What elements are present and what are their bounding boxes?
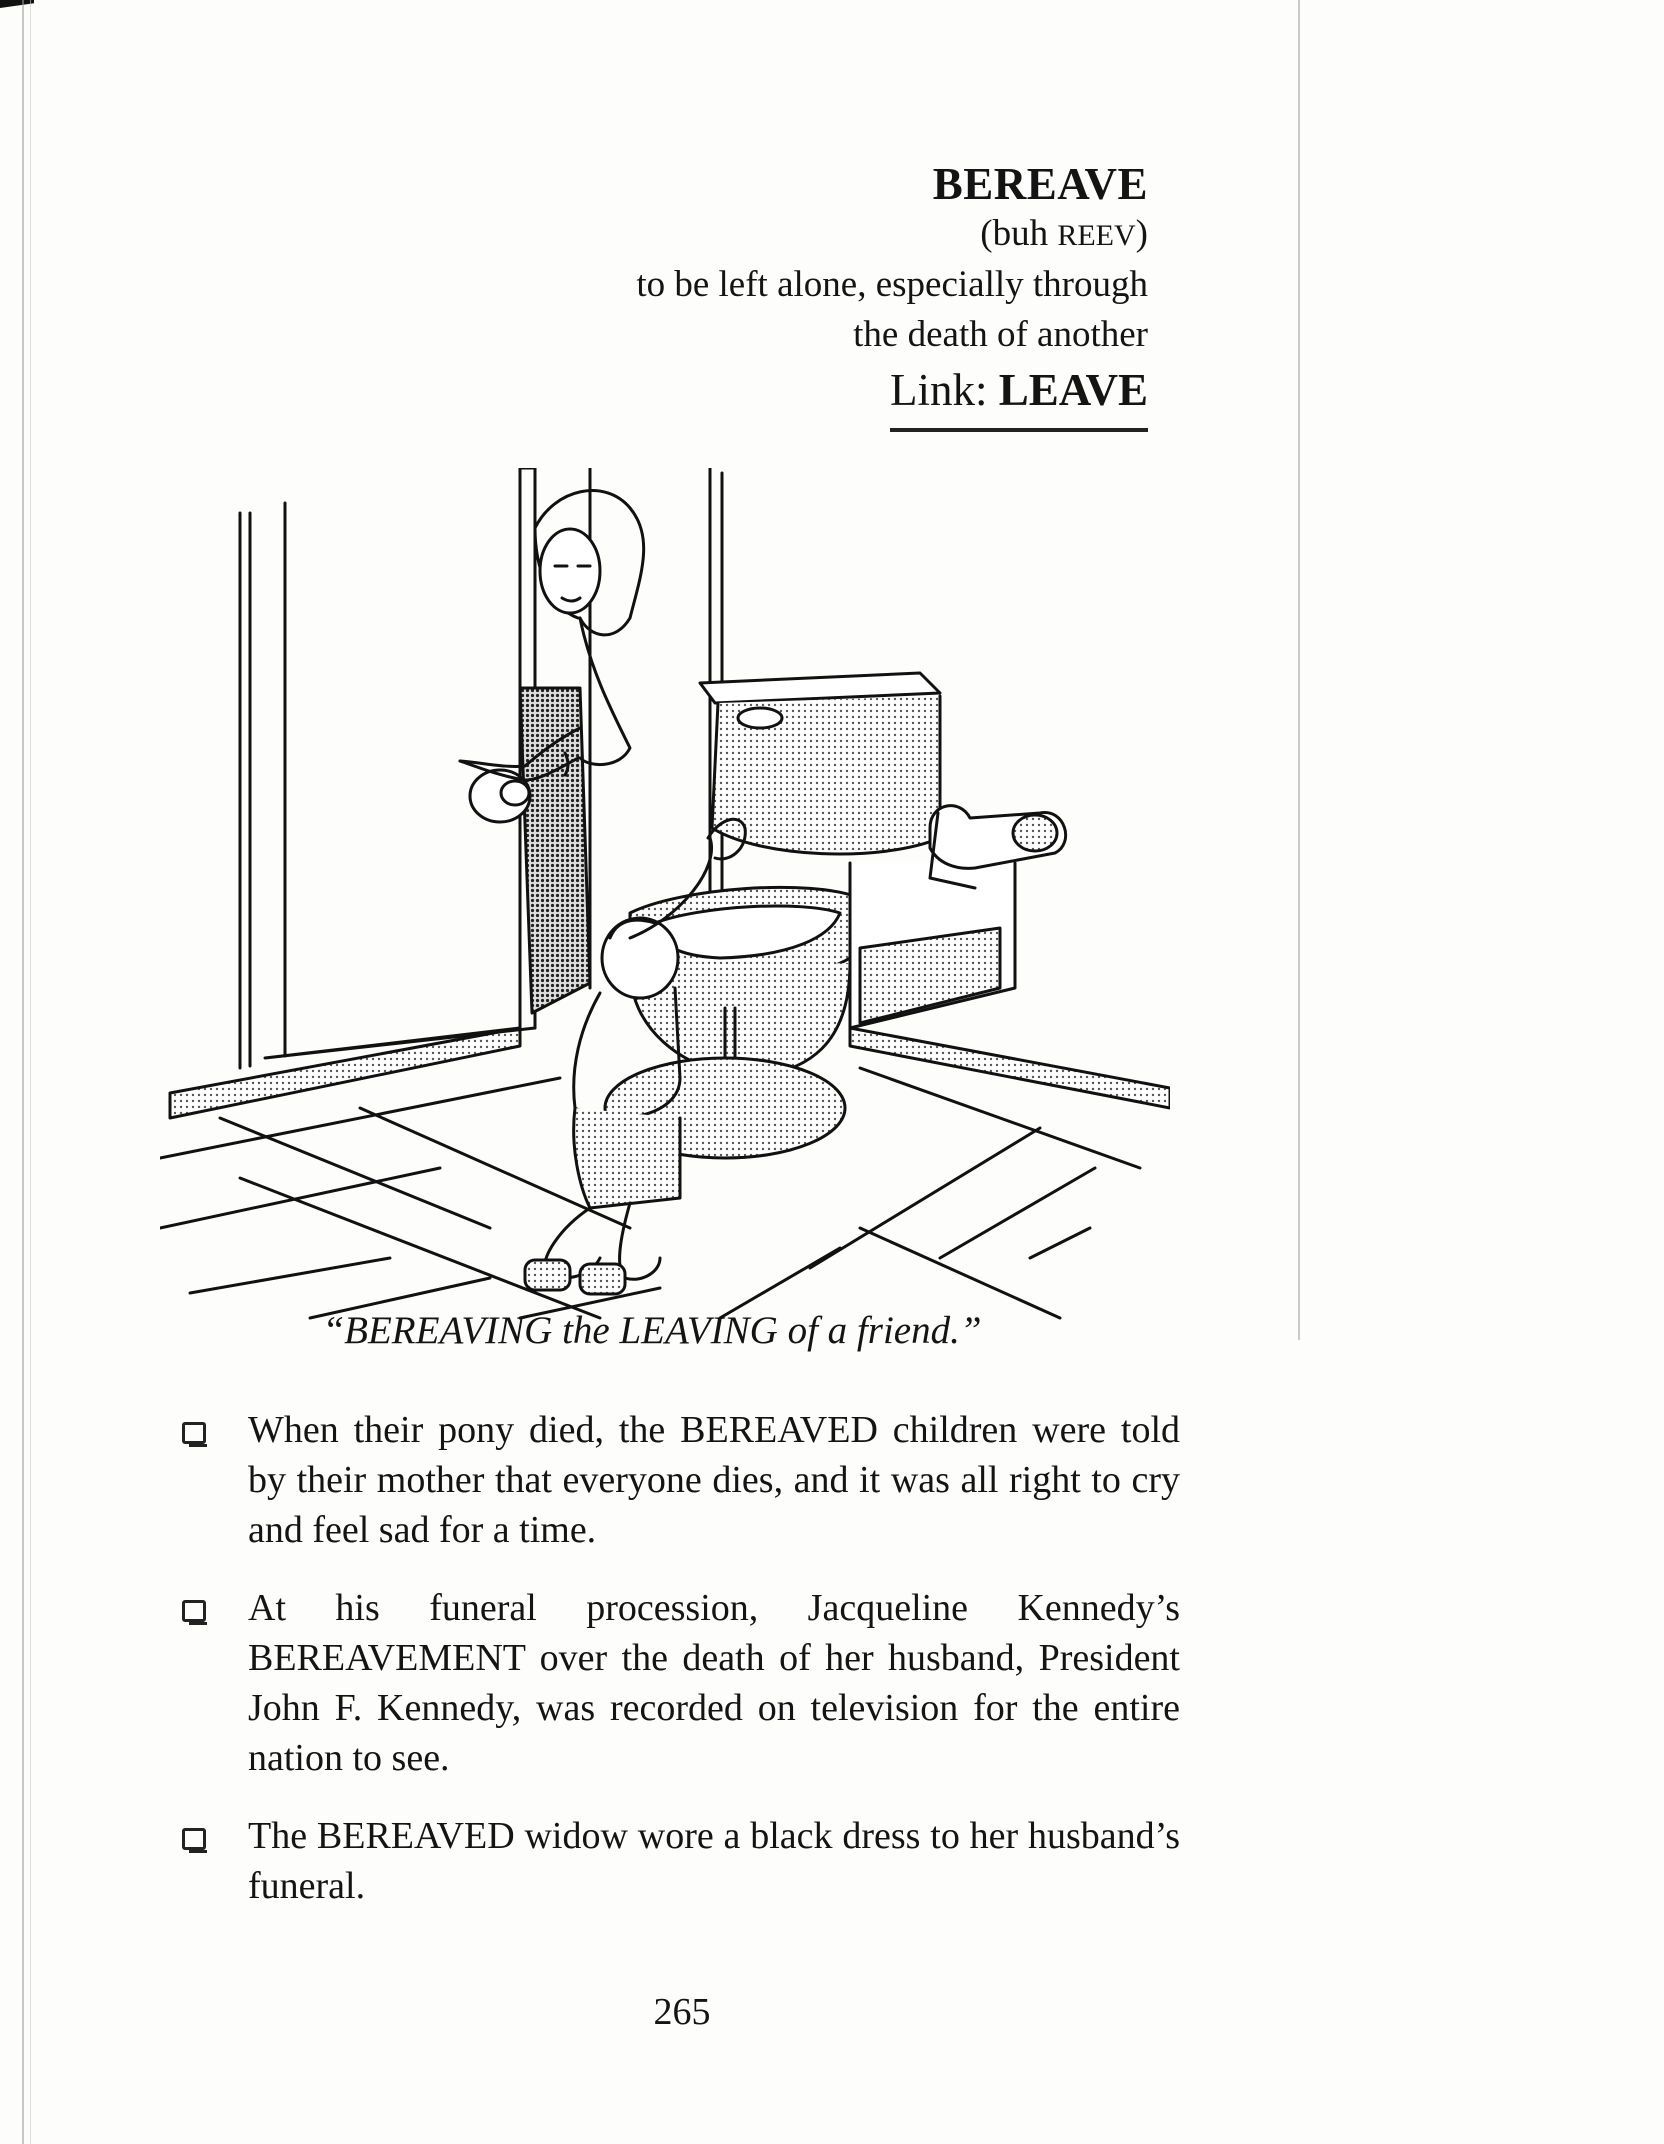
- definition-line-2: the death of another: [853, 314, 1148, 355]
- example-text: The BEREAVED widow wore a black dress to her husband’s funeral.: [248, 1815, 1180, 1907]
- pronunciation-close: ): [1135, 213, 1148, 254]
- page-right-edge: [1298, 0, 1300, 1340]
- example-list: [170, 1405, 1180, 1939]
- link-word: LEAVE: [998, 365, 1148, 415]
- pronunciation-open: (buh: [980, 213, 1058, 254]
- list-item: [170, 1583, 1180, 1783]
- checkbox-bullet-icon: [182, 1600, 206, 1622]
- entry-header: [636, 158, 1148, 432]
- page-binding-edge: [22, 0, 24, 2144]
- pronunciation: [636, 210, 1148, 260]
- list-item: [170, 1405, 1180, 1555]
- pronunciation-caps: REEV: [1057, 219, 1136, 252]
- entry-word: BEREAVE: [932, 159, 1148, 209]
- link-label: Link:: [890, 365, 999, 415]
- list-item: [170, 1811, 1180, 1911]
- illustration-caption: “BEREAVING the LEAVING of a friend.”: [322, 1309, 982, 1352]
- link-line: [890, 362, 1148, 432]
- example-text: At his funeral procession, Jacqueline Kennedy’s BEREAVEMENT over the death of her husband, President John F. Kennedy, was recorded on television for the entire nation to see.: [248, 1587, 1180, 1779]
- checkbox-bullet-icon: [182, 1422, 206, 1444]
- checkbox-bullet-icon: [182, 1828, 206, 1850]
- page-number: 265: [653, 1991, 711, 2033]
- definition-line-1: to be left alone, especially through: [636, 264, 1148, 305]
- page-corner-mark: [0, 0, 34, 8]
- example-text: When their pony died, the BEREAVED children were told by their mother that everyone dies, and it was all right to cry and feel sad for a time.: [248, 1409, 1180, 1551]
- page-binding-edge-inner: [30, 0, 31, 2144]
- cartoon-illustration: [160, 468, 1170, 1328]
